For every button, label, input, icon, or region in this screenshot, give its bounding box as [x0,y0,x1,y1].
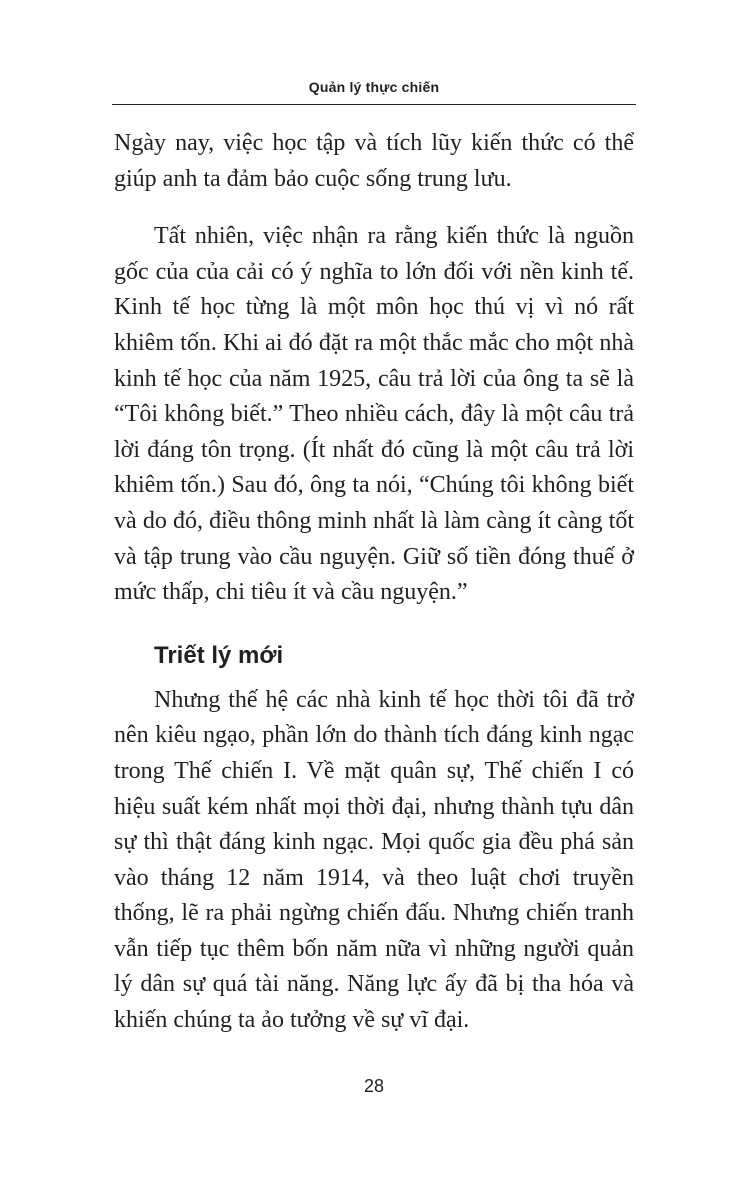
header-divider [112,104,636,105]
page-number: 28 [363,1076,385,1096]
paragraph-new-philosophy: Nhưng thế hệ các nhà kinh tế học thời tôi đã trở nên kiêu ngạo, phần lớn do thành tích đáng kinh ngạc trong Thế chiến I. Về mặt quân sự, Thế chiến I có hiệu suất kém nhất mọi thời đại, nhưng thành tựu dân sự thì thật đáng kinh ngạc. Mọi quốc gia đều phá sản vào tháng 12 năm 1914, và theo luật chơi truyền thống, lẽ ra phải ngừng chiến đấu. Nhưng chiến tranh vẫn tiếp tục thêm bốn năm nữa vì những người quản lý dân sự quá tài năng. Năng lực ấy đã bị tha hóa và khiến chúng ta ảo tưởng về sự vĩ đại. [114,686,634,1034]
body-text [114,126,634,1039]
section-heading: Triết lý mới [154,641,284,669]
paragraph-continuation: Ngày nay, việc học tập và tích lũy kiến thức có thể giúp anh ta đảm bảo cuộc sống trung lưu. [114,130,634,192]
running-header-title: Quản lý thực chiến [308,79,440,95]
paragraph-knowledge-economics: Tất nhiên, việc nhận ra rằng kiến thức là nguồn gốc của của cải có ý nghĩa to lớn đối với nền kinh tế. Kinh tế học từng là một môn học thú vị vì nó rất khiêm tốn. Khi ai đó đặt ra một thắc mắc cho một nhà kinh tế học của năm 1925, câu trả lời của ông ta sẽ là “Tôi không biết.” Theo nhiều cách, đây là một câu trả lời đáng tôn trọng. (Ít nhất đó cũng là một câu trả lời khiêm tốn.) Sau đó, ông ta nói, “Chúng tôi không biết và do đó, điều thông minh nhất là làm càng ít càng tốt và tập trung vào cầu nguyện. Giữ số tiền đóng thuế ở mức thấp, chi tiêu ít và cầu nguyện.” [114,223,634,606]
